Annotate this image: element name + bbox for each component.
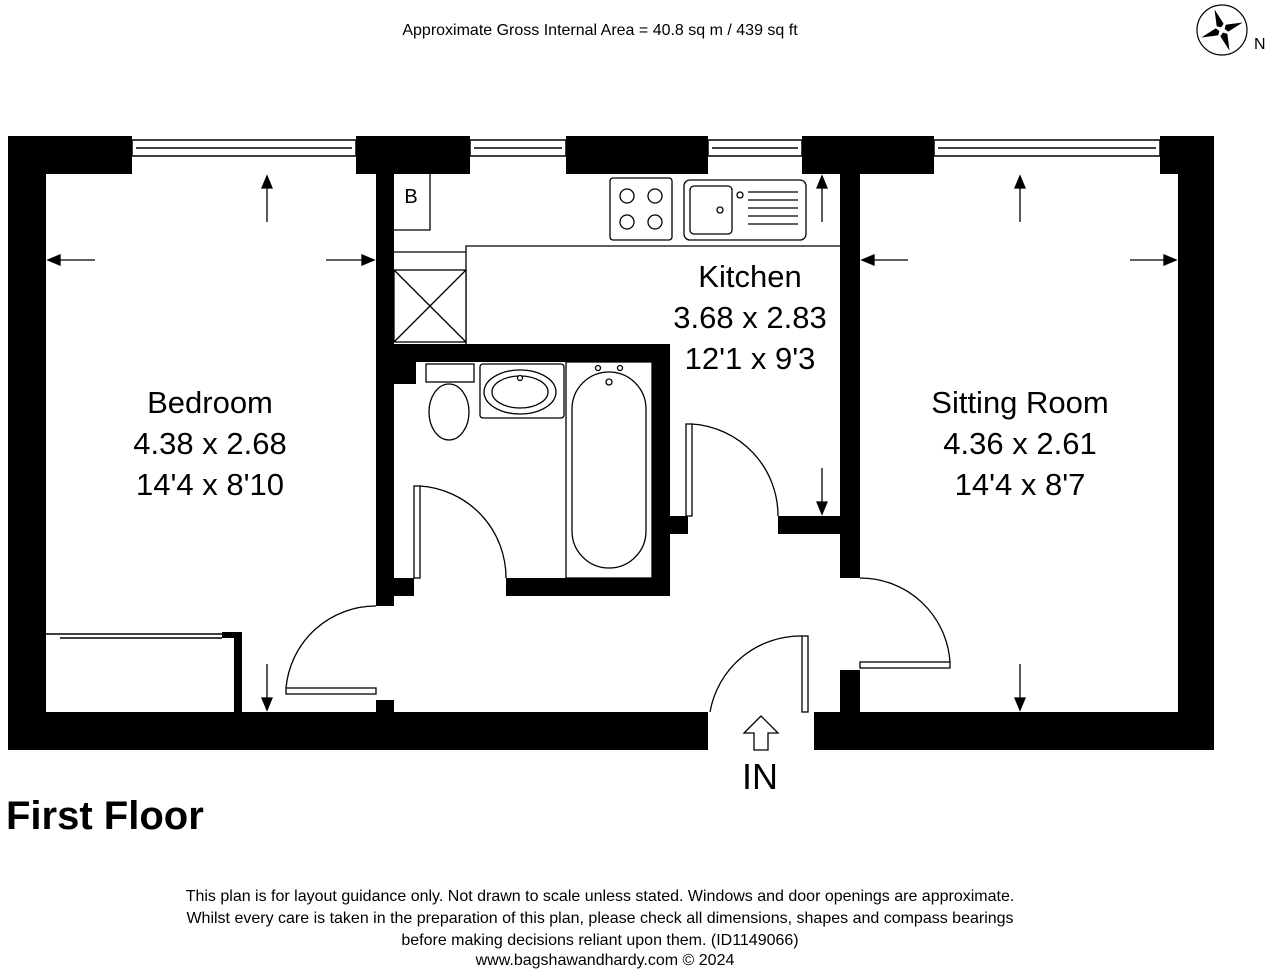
room-label-kitchen xyxy=(640,256,860,379)
room-label-bedroom xyxy=(90,382,330,505)
website-link[interactable]: www.bagshawandhardy.com © 2024 xyxy=(475,952,735,969)
room-dimensions-metric: 4.38 x 2.68 xyxy=(133,426,287,461)
disclaimer xyxy=(0,886,1200,952)
entrance-label: IN xyxy=(742,756,778,797)
wardrobe xyxy=(46,634,222,638)
room-name: Bedroom xyxy=(147,385,273,420)
bathroom-fixtures xyxy=(426,362,652,578)
room-dimensions-imperial: 14'4 x 8'7 xyxy=(954,467,1086,502)
room-dimensions-metric: 3.68 x 2.83 xyxy=(673,300,827,335)
floor-title: First Floor xyxy=(6,794,204,838)
room-dimensions-metric: 4.36 x 2.61 xyxy=(943,426,1097,461)
compass-north-label: N xyxy=(1254,36,1266,53)
compass-rose-icon xyxy=(1194,2,1250,58)
room-name: Kitchen xyxy=(698,259,802,294)
gross-area-text: Approximate Gross Internal Area = 40.8 sq m / 439 sq ft xyxy=(402,22,798,39)
room-name: Sitting Room xyxy=(931,385,1109,420)
boiler-label: B xyxy=(404,186,418,208)
room-dimensions-imperial: 12'1 x 9'3 xyxy=(684,341,816,376)
entrance-arrow-icon xyxy=(744,716,778,750)
room-dimensions-imperial: 14'4 x 8'10 xyxy=(135,467,284,502)
room-label-sitting-room xyxy=(880,382,1160,505)
disclaimer-line: before making decisions reliant upon them. (ID1149066) xyxy=(401,932,799,949)
disclaimer-line: This plan is for layout guidance only. Not drawn to scale unless stated. Windows and door openings are approximate. xyxy=(185,888,1015,905)
disclaimer-line: Whilst every care is taken in the preparation of this plan, please check all dimensions, shapes and compass bearings xyxy=(186,910,1014,927)
